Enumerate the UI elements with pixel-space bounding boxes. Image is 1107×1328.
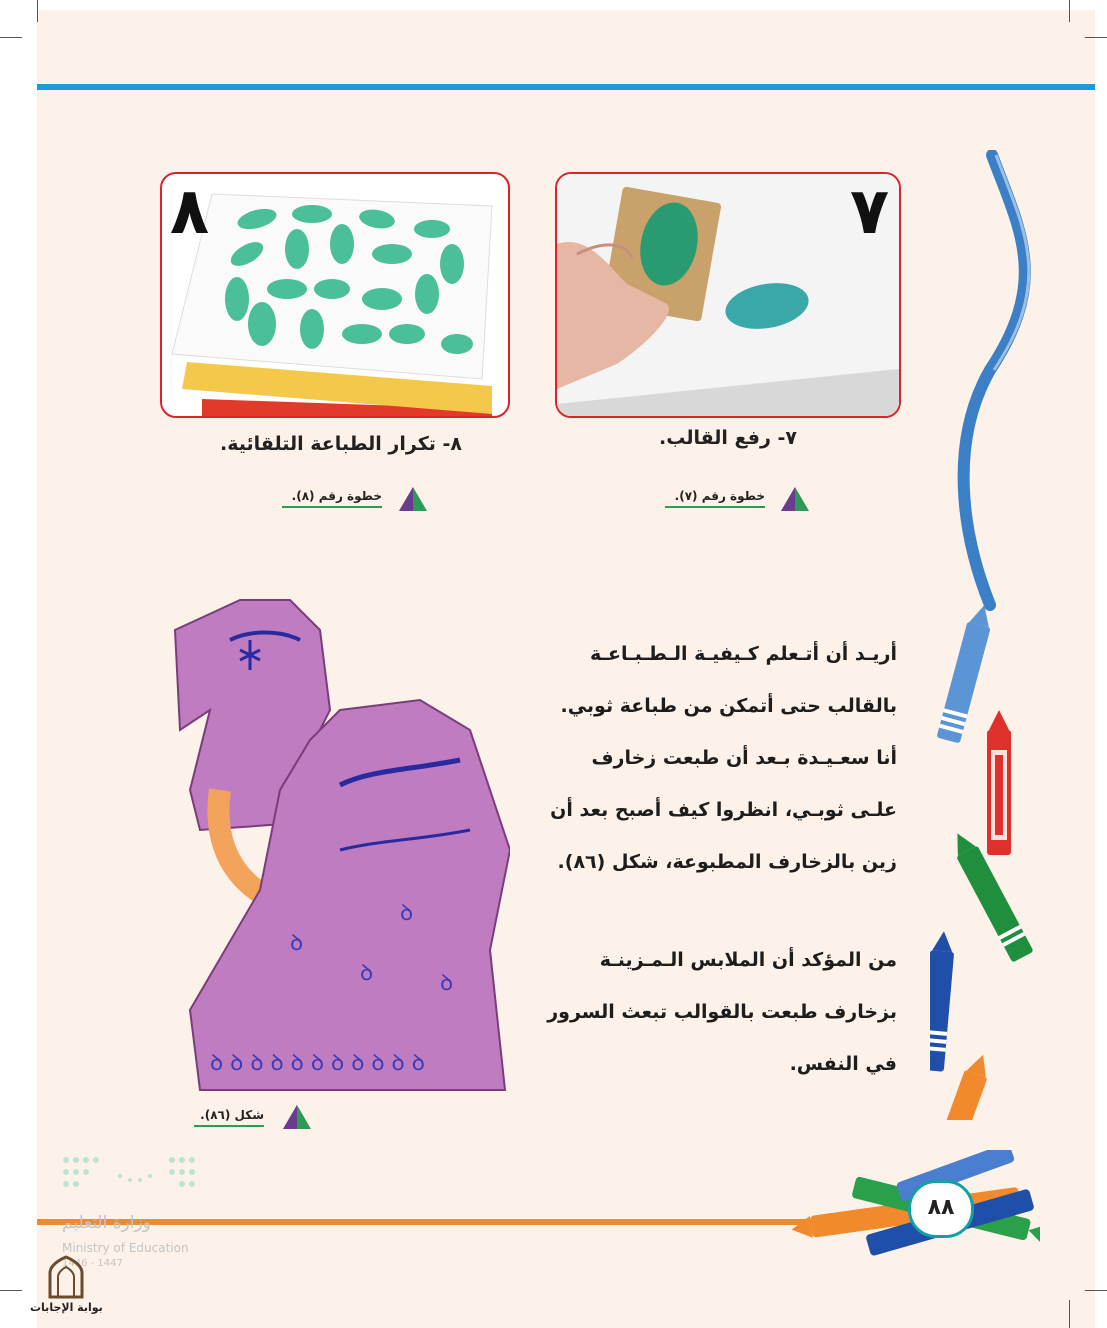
lifting-stamp-image	[557, 174, 899, 416]
step-8-number: ٨	[170, 175, 210, 249]
crop-mark	[1069, 0, 1070, 22]
paragraph-line: في النفس.	[789, 1053, 897, 1075]
page-number: ٨٨	[908, 1180, 974, 1238]
portal-logo-icon	[46, 1255, 86, 1299]
crop-mark	[37, 0, 38, 22]
portal-name: بوابة الإجابات	[30, 1301, 103, 1314]
step-7-photo	[555, 172, 901, 418]
paragraph-line: من المؤكد أن الملابس الـمـزينـة	[599, 949, 897, 971]
step-7-caption: ٧- رفع القالب.	[658, 427, 797, 449]
ministry-year: 1446 - 1447	[62, 1258, 123, 1269]
svg-text:ꝺ: ꝺ	[440, 971, 454, 996]
paragraph-line: بالقالب حتى أتمكن من طباعة ثوبي.	[560, 695, 897, 717]
paragraph-line: بزخارف طبعت بالقوالب تبعث السرور	[547, 1001, 897, 1023]
leaf-print-paper-image	[162, 174, 508, 416]
top-blue-rule	[37, 84, 1095, 90]
ministry-dots-logo	[60, 1152, 200, 1202]
green-triangle-icon	[281, 1103, 313, 1131]
step-8-ref: خطوة رقم (٨).	[282, 489, 382, 508]
blue-wave-decoration	[930, 150, 1060, 620]
step-8-photo	[160, 172, 510, 418]
dress-illustration	[170, 590, 510, 1110]
crop-mark	[0, 37, 22, 38]
paragraph-line: أريـد أن أتـعلم كـيفيـة الـطـبـاعـة	[589, 643, 897, 665]
paragraph-line: أنا سعـيـدة بـعد أن طبعت زخارف	[591, 747, 897, 769]
crop-mark	[1085, 37, 1107, 38]
svg-text:ꝺ: ꝺ	[360, 961, 374, 986]
crayons-decoration	[930, 600, 1050, 1120]
paragraph-line: زين بالزخارف المطبوعة، شكل (٨٦).	[557, 851, 897, 873]
step-7-ref: خطوة رقم (٧).	[665, 489, 765, 508]
bottom-orange-rule	[37, 1219, 897, 1225]
svg-text:ꝺ: ꝺ	[400, 901, 414, 926]
svg-text:ꝺ: ꝺ	[290, 931, 304, 956]
svg-text:ꝺ ꝺ ꝺ ꝺ ꝺ ꝺ ꝺ ꝺ ꝺ ꝺ ꝺ: ꝺ ꝺ ꝺ ꝺ ꝺ ꝺ ꝺ ꝺ ꝺ ꝺ ꝺ	[210, 1051, 425, 1076]
paragraph-1	[547, 628, 897, 888]
step-8-caption: ٨- تكرار الطباعة التلقائية.	[220, 433, 462, 455]
crop-mark	[0, 1290, 22, 1291]
crop-mark	[1085, 1290, 1107, 1291]
paragraph-2	[547, 934, 897, 1090]
green-triangle-icon	[397, 485, 429, 513]
ministry-english-name: Ministry of Education	[62, 1241, 189, 1255]
ministry-arabic-name: وزارة التعليم	[62, 1213, 151, 1233]
figure-86-ref: شكل (٨٦).	[194, 1108, 264, 1127]
crop-mark	[1069, 1300, 1070, 1328]
green-triangle-icon	[779, 485, 811, 513]
paragraph-line: علـى ثوبـي، انظروا كيف أصبح بعد أن	[550, 799, 897, 821]
step-7-number: ٧	[849, 175, 889, 249]
